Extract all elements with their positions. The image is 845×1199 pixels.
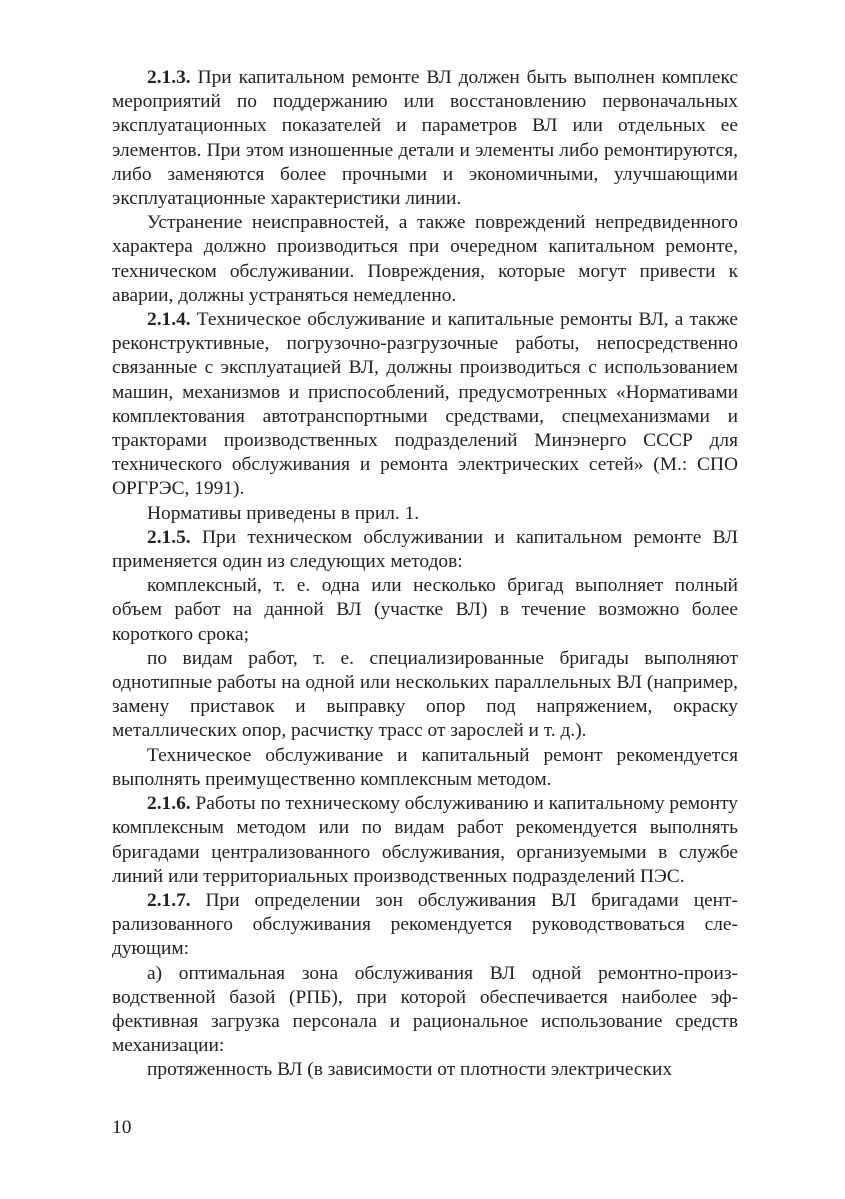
paragraph-text: При техническом обслуживании и капитальном ремонте ВЛ применяется один из следующих методов:	[112, 526, 738, 573]
page-number: 10	[112, 1117, 132, 1138]
page-body	[112, 66, 738, 1083]
paragraph-text: а) оптимальная зона обслуживания ВЛ одной ремонтно-производственной базой (РПБ), при которой обеспечивается наиболее эффективная загрузка персонала и рациональное использование средств механизации:	[112, 962, 738, 1057]
paragraph-recommendation	[112, 744, 738, 792]
paragraph-complex-method	[112, 574, 738, 647]
paragraph-text: по видам работ, т. е. специализированные бригады выполняют однотипные работы на одной или нескольких параллельных ВЛ (например, замену приставок и выправку опор под напряжением, окраску металлических опор, расчистку трасс от зарослей и т. д.).	[112, 647, 738, 742]
section-number: 2.1.4.	[147, 309, 191, 331]
paragraph-text: Техническое обслуживание и капитальные ремонты ВЛ, а также реконструктивные, погрузочно-разгрузочные работы, непосредственно связанные с эксплуатацией ВЛ, должны производиться с использованием машин, механизмов и приспособлений, предусмотренных «Нормативами комплектования автотранспортными средствами, спецмеханизмами и тракторами производственных подразделений Минэнерго СССР для технического обслуживания и ремонта электрических сетей» (М.: СПО ОРГРЭС, 1991).	[112, 309, 738, 500]
paragraph-text: Нормативы приведены в прил. 1.	[147, 502, 420, 524]
paragraph-length	[112, 1058, 738, 1082]
section-number: 2.1.6.	[147, 793, 191, 815]
paragraph-text: При капитальном ремонте ВЛ должен быть выполнен комплекс мероприятий по поддержанию или восстановлению первоначальных эксплуатационных показателей и параметров ВЛ или отдельных ее элементов. При этом изношенные детали и элементы либо ремонтируются, либо заменяются более прочными и экономичными, улучшающими эксплуатационные характеристики линии.	[112, 67, 738, 210]
paragraph-text: Устранение неисправностей, а также повреждений непредвиденного характера должно производиться при очередном капитальном ремонте, техническом обслуживании. Повреждения, которые могут привести к аварии, должны устраняться немедленно.	[112, 212, 738, 306]
paragraph-work-types-method	[112, 647, 738, 744]
paragraph-text: Работы по техническому обслуживанию и капитальному ремонту комплексным методом или по видам работ рекомендуется выполнять бригадами централизованного обслуживания, организуемыми в службе линий или территориальных производственных подразделений ПЭС.	[112, 793, 738, 887]
section-number: 2.1.7.	[147, 889, 191, 911]
section-number: 2.1.5.	[147, 526, 191, 548]
paragraph-defects	[112, 211, 738, 308]
paragraph-2-1-6	[112, 792, 738, 889]
paragraph-2-1-3	[112, 66, 738, 211]
paragraph-text: Техническое обслуживание и капитальный ремонт рекомендуется выполнять преимущественно комплексным методом.	[112, 744, 738, 790]
paragraph-item-a	[112, 962, 738, 1059]
section-number: 2.1.3.	[147, 67, 191, 88]
paragraph-2-1-7	[112, 889, 738, 962]
paragraph-text: комплексный, т. е. одна или несколько бригад выполняет полный объем работ на данной ВЛ (участке ВЛ) в течение возможно более короткого срока;	[112, 575, 738, 645]
paragraph-2-1-5	[112, 526, 738, 574]
paragraph-text: протяженность ВЛ (в зависимости от плотности электрических	[147, 1059, 673, 1081]
paragraph-text: При определении зон обслуживания ВЛ бригадами централизованного обслуживания рекомендуется руководствоваться следующим:	[112, 889, 738, 960]
paragraph-2-1-4	[112, 308, 738, 502]
paragraph-norms	[112, 502, 738, 526]
